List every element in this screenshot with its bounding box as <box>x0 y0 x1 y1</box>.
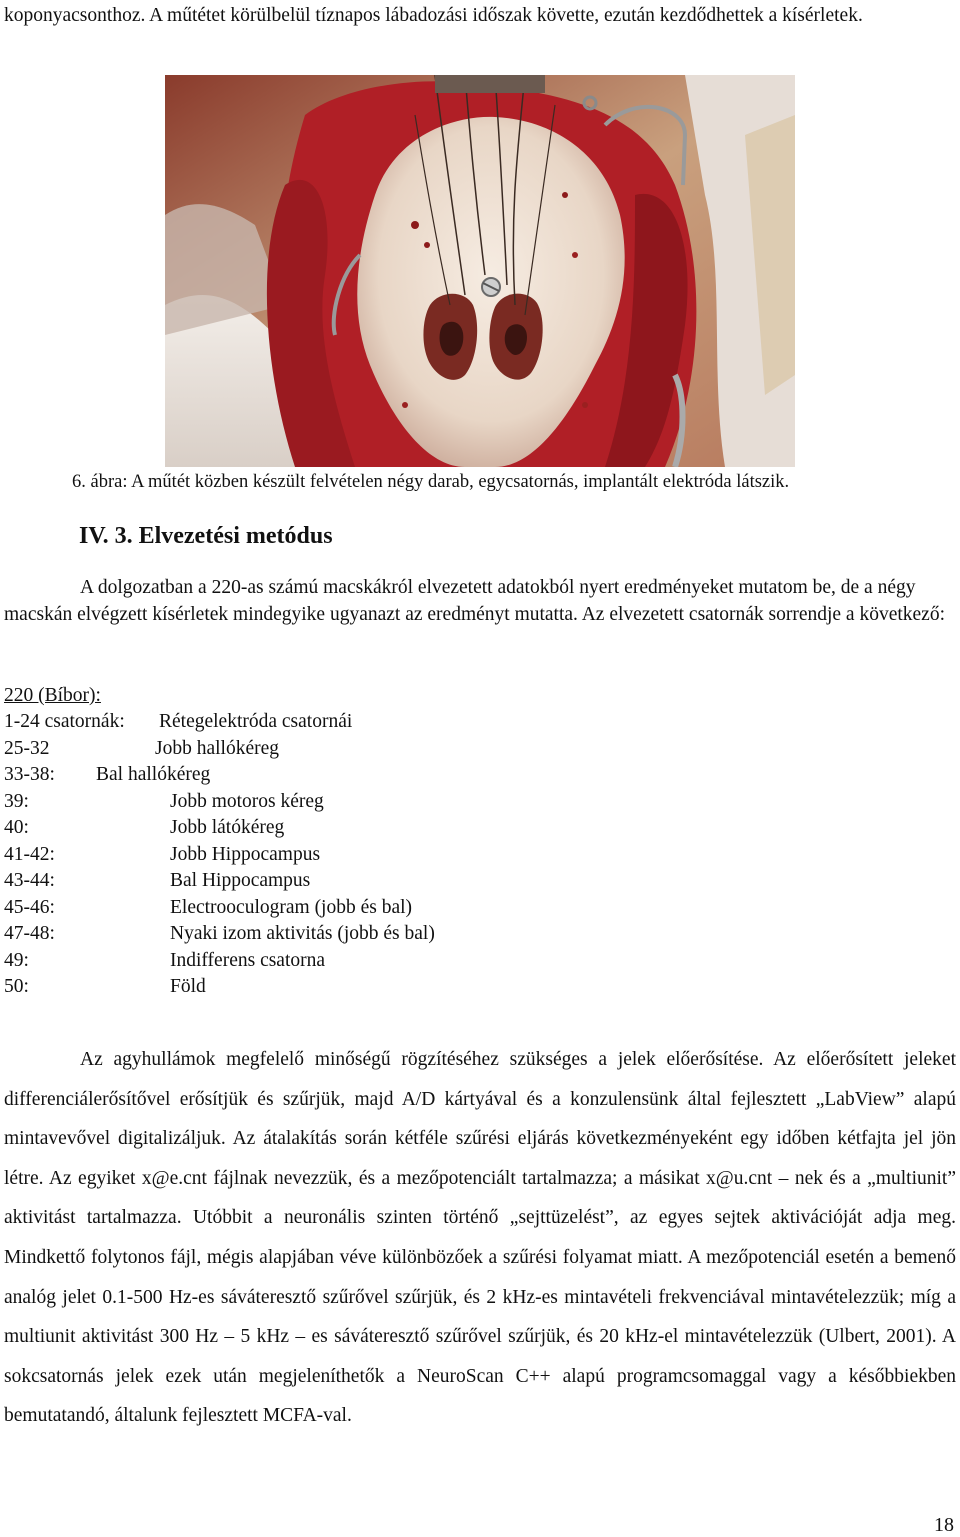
channel-description: Bal Hippocampus <box>170 870 311 891</box>
channel-code: 41-42: <box>4 844 55 865</box>
channel-code: 43-44: <box>4 870 55 891</box>
channel-code: 39: <box>4 791 29 812</box>
channel-description: Jobb Hippocampus <box>170 844 321 865</box>
channel-code: 45-46: <box>4 897 55 918</box>
channel-description: Indifferens csatorna <box>170 950 326 971</box>
channel-code: 40: <box>4 817 29 838</box>
channel-description: Rétegelektróda csatornái <box>159 711 353 732</box>
signal-processing-paragraph <box>4 1040 956 1436</box>
page-number: 18 <box>934 1514 954 1536</box>
channel-description: Jobb látókéreg <box>170 817 285 838</box>
surgery-photo-illustration <box>165 75 795 467</box>
channel-code: 1-24 csatornák: <box>4 711 125 732</box>
section-heading: IV. 3. Elvezetési metódus <box>79 523 333 549</box>
signal-processing-text: Az agyhullámok megfelelő minőségű rögzítéséhez szükséges a jelek előerősítése. Az előerősített jeleket differenciálerősítővel erősítjük és szűrjük, majd A/D kártyával és a konzulensünk által fejlesztett „LabView” alapú mintavevővel digitalizáljuk. Az átalakítás során kétféle szűrési eljárás következményeként egy időben kétfajta jel jön létre. Az egyiket x@e.cnt fájlnak nevezzük, és a mezőpotenciált tartalmazza; a másikat x@u.cnt – nek és a „multiunit” aktivitást tartalmazza. Utóbbit a neuronális szinten történő „sejttüzelést”, az egyes sejtek aktivációját adja meg. Mindkettő folytonos fájl, mégis alapjában véve különbözőek a szűrési folyamat miatt. A mezőpotenciál esetén a bemenő analóg jelet 0.1-500 Hz-es sáváteresztő szűrővel szűrjük, és 2 kHz-es mintavételi frekvenciával mintavételezzük; míg a multiunit aktivitást 300 Hz – 5 kHz – es sáváteresztő szűrővel szűrjük, és 20 kHz-el mintavételezzük (Ulbert, 2001). A sokcsatornás jelek ezek után megjeleníthetők a NeuroScan C++ alapú programcsomaggal vagy a későbbiekben bemutatandó, általunk fejlesztett MCFA-val. <box>4 1049 956 1427</box>
channel-description: Föld <box>170 976 206 997</box>
channel-description: Nyaki izom aktivitás (jobb és bal) <box>170 923 435 944</box>
channel-code: 47-48: <box>4 923 55 944</box>
channel-description: Jobb motoros kéreg <box>170 791 324 812</box>
channel-description: Electrooculogram (jobb és bal) <box>170 897 413 918</box>
channel-code: 49: <box>4 950 29 971</box>
channel-list-title: 220 (Bíbor): <box>4 685 101 706</box>
method-paragraph <box>4 575 956 628</box>
channel-code: 50: <box>4 976 29 997</box>
channel-code: 25-32 <box>4 738 50 759</box>
method-paragraph-text: A dolgozatban a 220-as számú macskákról elvezetett adatokból nyert eredményeket mutatom be, de a négy macskán elvégzett kísérletek mindegyike ugyanazt az eredményt mutatta. Az elvezetett csatornák sorrendje a következő: <box>4 577 946 625</box>
channel-code: 33-38: <box>4 764 55 785</box>
figure-caption: 6. ábra: A műtét közben készült felvételen négy darab, egycsatornás, implantált elektróda látszik. <box>72 472 790 492</box>
channel-description: Bal hallókéreg <box>96 764 211 785</box>
surgery-photo <box>165 75 795 467</box>
channel-description: Jobb hallókéreg <box>155 738 280 759</box>
intro-paragraph: koponyacsonthoz. A műtétet körülbelül tíznapos lábadozási időszak követte, ezután kezdődhettek a kísérletek. <box>4 5 863 26</box>
